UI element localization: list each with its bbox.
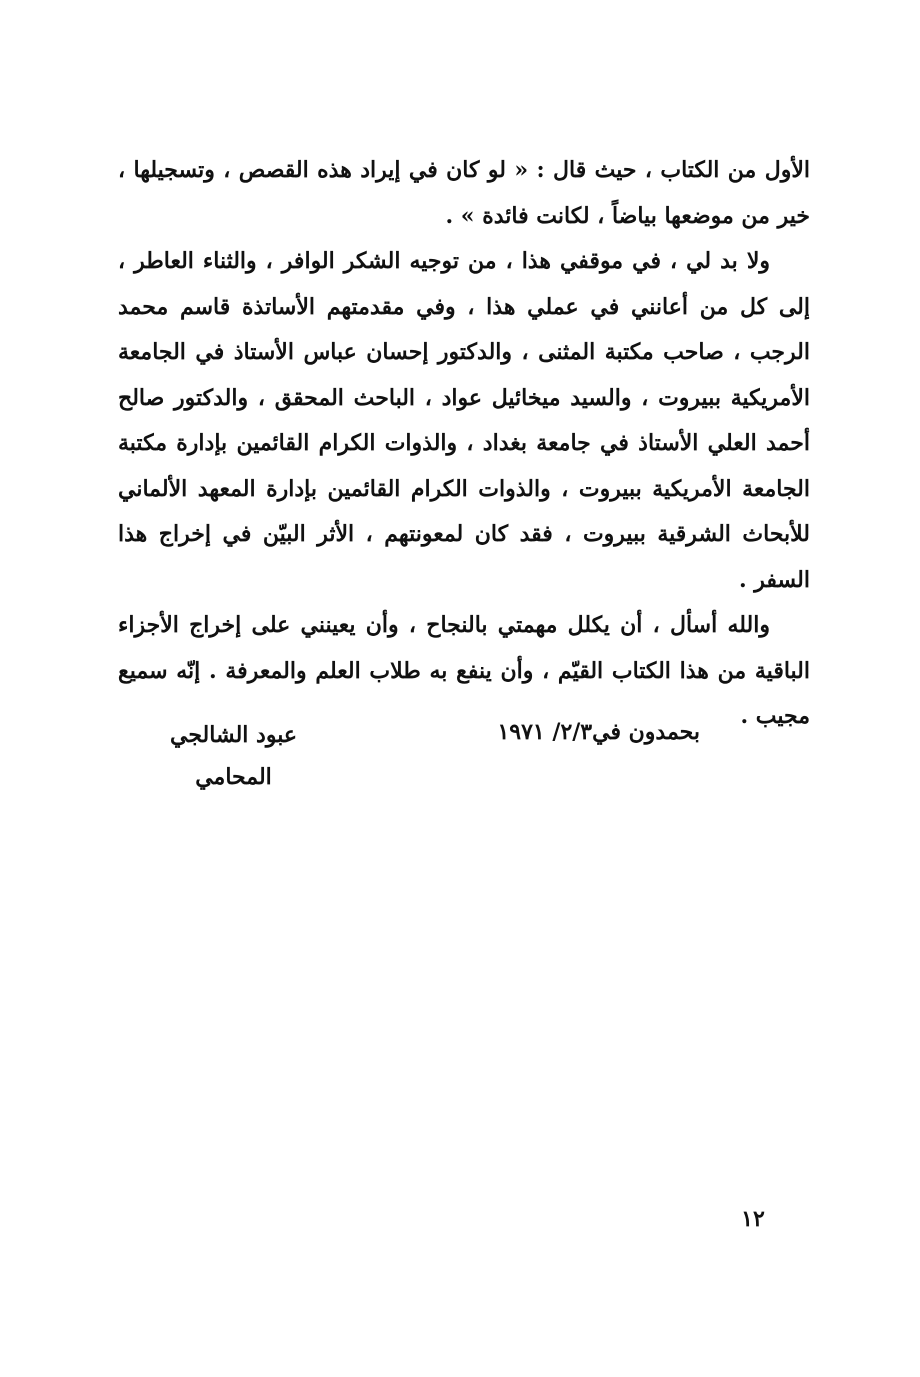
page-number: ١٢ [741,1206,765,1232]
author-title: المحامي [195,764,272,790]
paragraph-prayer: والله أسأل ، أن يكلل مهمتي بالنجاح ، وأن يعينني على إخراج الأجزاء الباقية من هذا الكتاب القيّم ، وأن ينفع به طلاب العلم والمعرفة . إنّه سميع مجيب . [118,612,810,729]
paragraph-acknowledgements: ولا بد لي ، في موقفي هذا ، من توجيه الشكر الوافر ، والثناء العاطر ، إلى كل من أعانني في عملي هذا ، وفي مقدمتهم الأساتذة قاسم محمد الرجب ، صاحب مكتبة المثنى ، والدكتور إحسان عباس الأستاذ في الجامعة الأمريكية ببيروت ، والسيد ميخائيل عواد ، الباحث المحقق ، والدكتور صالح أحمد العلي الأستاذ في جامعة بغداد ، والذوات الكرام القائمين بإدارة مكتبة الجامعة الأمريكية ببيروت ، والذوات الكرام القائمين بإدارة المعهد الألماني للأبحاث الشرقية ببيروت ، فقد كان لمعونتهم ، الأثر البيّن في إخراج هذا السفر . [118,248,810,593]
signature-block [118,714,810,804]
paragraph-quote: الأول من الكتاب ، حيث قال : « لو كان في إيراد هذه القصص ، وتسجيلها ، خير من موضعها بياضاً ، لكانت فائدة » . [118,157,810,229]
author-signature [170,714,297,798]
author-name: عبود الشالجي [170,722,297,748]
place-date: بحمدون في٢/٣/ ١٩٧١ [497,719,700,745]
body-text [118,148,810,740]
